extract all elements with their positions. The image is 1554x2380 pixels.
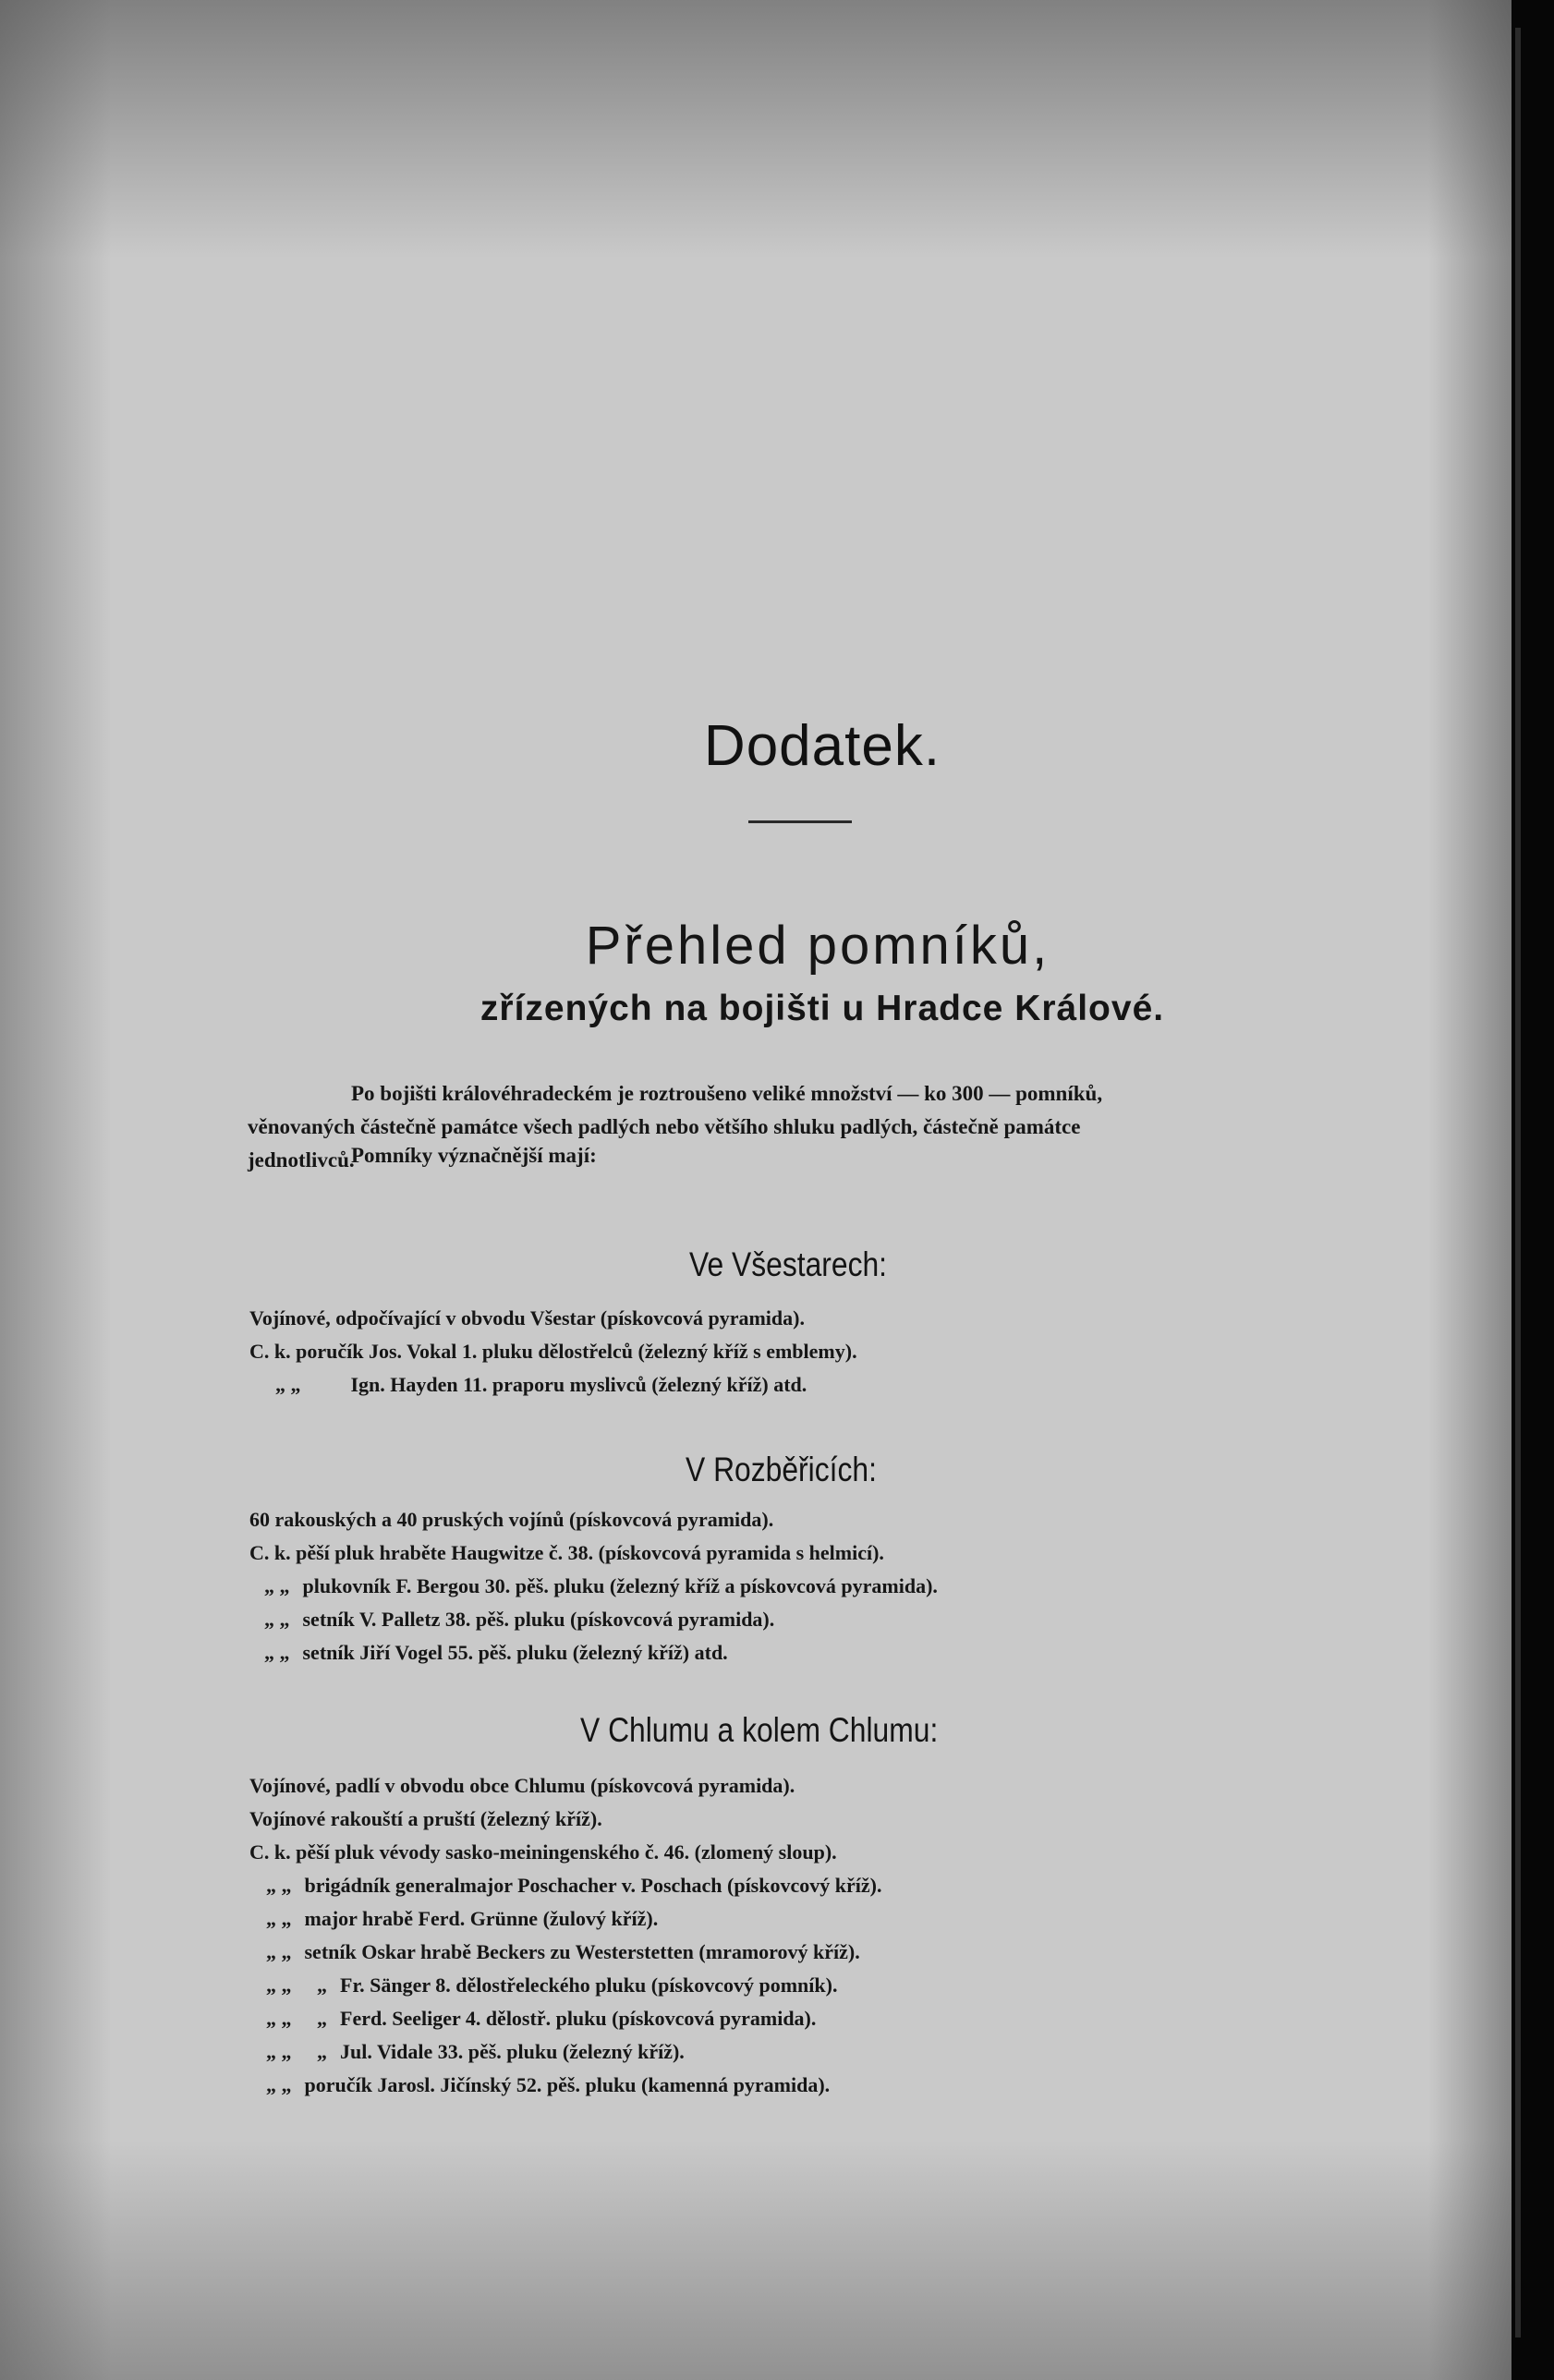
ditto-mark: „ „ — [266, 1907, 292, 1930]
entry-text: plukovník F. Bergou 30. pěš. pluku (železný kříž a pískovcová pyramida). — [302, 1574, 938, 1597]
intro-lead: Pomníky význačnější mají: — [351, 1144, 597, 1167]
intro-line-2: věnovaných částečně památce všech padlých nebo většího shluku padlých, částečně památce — [248, 1115, 1081, 1138]
list-item — [249, 1807, 602, 1831]
section-title: Přehled pomníků, — [585, 916, 1050, 976]
list-item — [264, 1641, 728, 1665]
entry-text: Ferd. Seeliger 4. dělostř. pluku (pískovcová pyramida). — [340, 2007, 817, 2030]
ditto-mark: „ „ „ — [266, 1973, 327, 1997]
list-item — [249, 1340, 857, 1364]
entry-text: C. k. pěší pluk vévody sasko-meiningenského č. 46. (zlomený sloup). — [249, 1840, 837, 1864]
list-item — [249, 1541, 884, 1565]
entry-text: Vojínové rakouští a pruští (železný kříž). — [249, 1807, 602, 1830]
entry-text: setník Jiří Vogel 55. pěš. pluku (železný kříž) atd. — [302, 1641, 728, 1664]
page-edge-line — [1515, 28, 1521, 2338]
page-title: Dodatek. — [703, 714, 941, 778]
entry-text: Ign. Hayden 11. praporu myslivců (železný kříž) atd. — [350, 1373, 807, 1396]
entry-text: major hrabě Ferd. Grünne (žulový kříž). — [304, 1907, 659, 1930]
list-item — [249, 1508, 773, 1532]
entry-text: Vojínové, padlí v obvodu obce Chlumu (pískovcová pyramida). — [249, 1774, 795, 1797]
entry-text: setník Oskar hrabě Beckers zu Westerstetten (mramorový kříž). — [304, 1940, 860, 1963]
section-subtitle: zřízených na bojišti u Hradce Králové. — [480, 989, 1165, 1028]
list-item — [249, 1774, 795, 1798]
entry-text: poručík Jarosl. Jičínský 52. pěš. pluku (kamenná pyramida). — [304, 2073, 831, 2096]
list-item — [266, 1940, 860, 1964]
entry-text: 60 rakouských a 40 pruských vojínů (pískovcová pyramida). — [249, 1508, 774, 1531]
list-item — [266, 1973, 837, 1998]
entry-text: C. k. pěší pluk hraběte Haugwitze č. 38. (pískovcová pyramida s helmicí). — [249, 1541, 884, 1564]
title-divider — [748, 820, 852, 823]
entry-text: Vojínové, odpočívající v obvodu Všestar (pískovcová pyramida). — [249, 1306, 805, 1330]
entry-text: Fr. Sänger 8. dělostřeleckého pluku (pískovcový pomník). — [340, 1973, 838, 1997]
ditto-mark: „ „ „ — [266, 2040, 327, 2063]
list-item — [266, 2007, 816, 2031]
ditto-mark: „ „ „ — [266, 2007, 327, 2030]
list-item — [264, 1608, 774, 1632]
section-heading-chlum: V Chlumu a kolem Chlumu: — [580, 1711, 939, 1749]
ditto-mark: „ „ — [266, 1874, 292, 1897]
list-item — [266, 1874, 881, 1898]
entry-text: Jul. Vidale 33. pěš. pluku (železný kříž). — [340, 2040, 685, 2063]
ditto-mark: „ „ — [264, 1574, 290, 1597]
list-item — [266, 2073, 830, 2097]
list-item — [264, 1574, 938, 1598]
entry-text: brigádník generalmajor Poschacher v. Poschach (pískovcový kříž). — [304, 1874, 882, 1897]
list-item — [266, 2040, 685, 2064]
list-item — [249, 1306, 805, 1330]
ditto-mark: „ „ — [264, 1641, 290, 1664]
ditto-mark: „ „ — [266, 2073, 292, 2096]
entry-text: C. k. poručík Jos. Vokal 1. pluku dělostřelců (železný kříž s emblemy). — [249, 1340, 857, 1363]
section-heading-vsestary: Ve Všestarech: — [689, 1245, 888, 1283]
list-item — [275, 1373, 807, 1397]
list-item — [266, 1907, 658, 1931]
section-heading-rozberice: V Rozběřicích: — [686, 1451, 877, 1488]
intro-line-3: jednotlivců. — [248, 1148, 355, 1172]
list-item — [249, 1840, 837, 1864]
ditto-mark: „ „ — [266, 1940, 292, 1963]
intro-line-1: Po bojišti královéhradeckém je roztroušeno veliké množství — ko 300 — pomníků, — [351, 1082, 1103, 1105]
ditto-mark: „ „ — [275, 1373, 301, 1396]
ditto-mark: „ „ — [264, 1608, 290, 1631]
entry-text: setník V. Palletz 38. pěš. pluku (pískovcová pyramida). — [302, 1608, 775, 1631]
